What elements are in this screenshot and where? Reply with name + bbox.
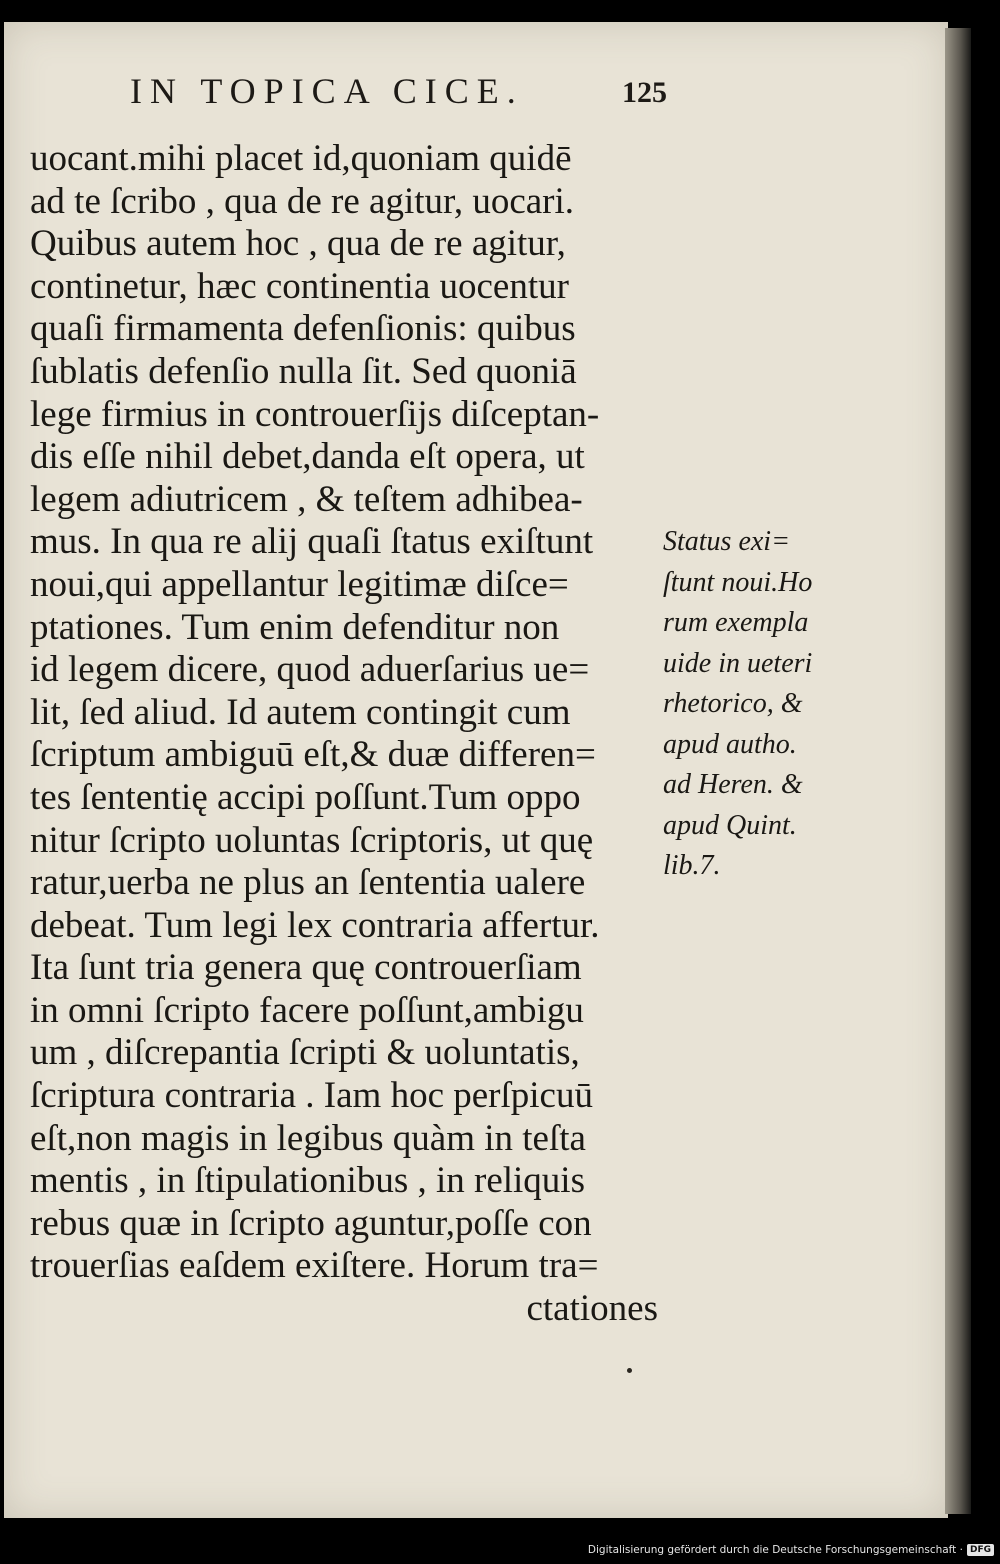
text-line: Quibus autem hoc , qua de re agitur, xyxy=(30,223,566,265)
text-line: uocant.mihi placet id,quoniam quidē xyxy=(30,138,572,179)
page-edge-shadow xyxy=(945,28,971,1514)
running-head: IN TOPICA CICE. xyxy=(130,71,524,111)
text-line: id legem dicere, quod aduerſarius ue= xyxy=(30,649,590,691)
text-line: trouerſias eaſdem exiſtere. Horum tra= xyxy=(30,1245,599,1287)
footer-text: Digitalisierung gefördert durch die Deutsche Forschungsgemeinschaft · xyxy=(587,1544,963,1556)
text-line: um , diſcrepantia ſcripti & uoluntatis, xyxy=(30,1032,580,1074)
margin-note-line: Status exi= xyxy=(663,526,790,557)
dfg-logo: DFG xyxy=(967,1544,994,1556)
text-line: tes ſententię accipi poſſunt.Tum oppo xyxy=(30,776,581,818)
page-number: 125 xyxy=(622,76,667,109)
body-text xyxy=(30,138,670,1331)
margin-note-line: apud Quint. xyxy=(663,809,797,841)
text-line: in omni ſcripto facere poſſunt,ambigu xyxy=(30,989,584,1031)
margin-note-line: apud autho. xyxy=(663,728,797,760)
text-line: continetur, hæc continentia uocentur xyxy=(30,265,569,307)
text-line: ad te ſcribo , qua de re agitur, uocari. xyxy=(30,180,575,222)
margin-note-line: ſtunt noui.Ho xyxy=(663,566,813,598)
text-line: ptationes. Tum enim defenditur non xyxy=(30,606,560,648)
text-line: ratur,uerba ne plus an ſententia ualere xyxy=(30,862,586,904)
text-line: mus. In qua re alij quaſi ſtatus exiſtunt xyxy=(30,521,594,563)
footer-credit xyxy=(588,1544,994,1556)
margin-note-line: rum exempla xyxy=(663,607,809,638)
text-line: ſcriptum ambiguū eſt,& duæ differen= xyxy=(30,734,596,776)
margin-note-line: uide in ueteri xyxy=(663,647,813,679)
text-line: ſublatis defenſio nulla ſit. Sed quoniā xyxy=(30,350,577,392)
text-line: lit, ſed aliud. Id autem contingit cum xyxy=(30,691,571,733)
catchword: ctationes xyxy=(526,1288,658,1330)
ink-dot xyxy=(627,1368,632,1373)
text-line: nitur ſcripto uoluntas ſcriptoris, ut quę xyxy=(30,819,594,861)
margin-note-line: ad Heren. & xyxy=(663,769,803,800)
text-line: legem adiutricem , & teſtem adhibea- xyxy=(30,478,583,520)
text-line: dis eſſe nihil debet,danda eſt opera, ut xyxy=(30,436,585,478)
margin-note-line: lib.7. xyxy=(663,850,721,881)
margin-note-line: rhetorico, & xyxy=(663,688,803,719)
text-line: rebus quæ in ſcripto aguntur,poſſe con xyxy=(30,1202,592,1244)
text-line: debeat. Tum legi lex contraria affertur. xyxy=(30,904,600,946)
text-line: eſt,non magis in legibus quàm in teſta xyxy=(30,1117,586,1159)
margin-note xyxy=(663,522,863,887)
text-line: noui,qui appellantur legitimæ diſce= xyxy=(30,563,569,605)
text-line: lege firmius in controuerſijs diſceptan- xyxy=(30,393,600,435)
text-line: mentis , in ſtipulationibus , in reliquis xyxy=(30,1160,585,1202)
text-line: Ita ſunt tria genera quę controuerſiam xyxy=(30,947,582,989)
text-line: quaſi firmamenta defenſionis: quibus xyxy=(30,308,576,350)
text-line: ſcriptura contraria . Iam hoc perſpicuū xyxy=(30,1075,593,1117)
